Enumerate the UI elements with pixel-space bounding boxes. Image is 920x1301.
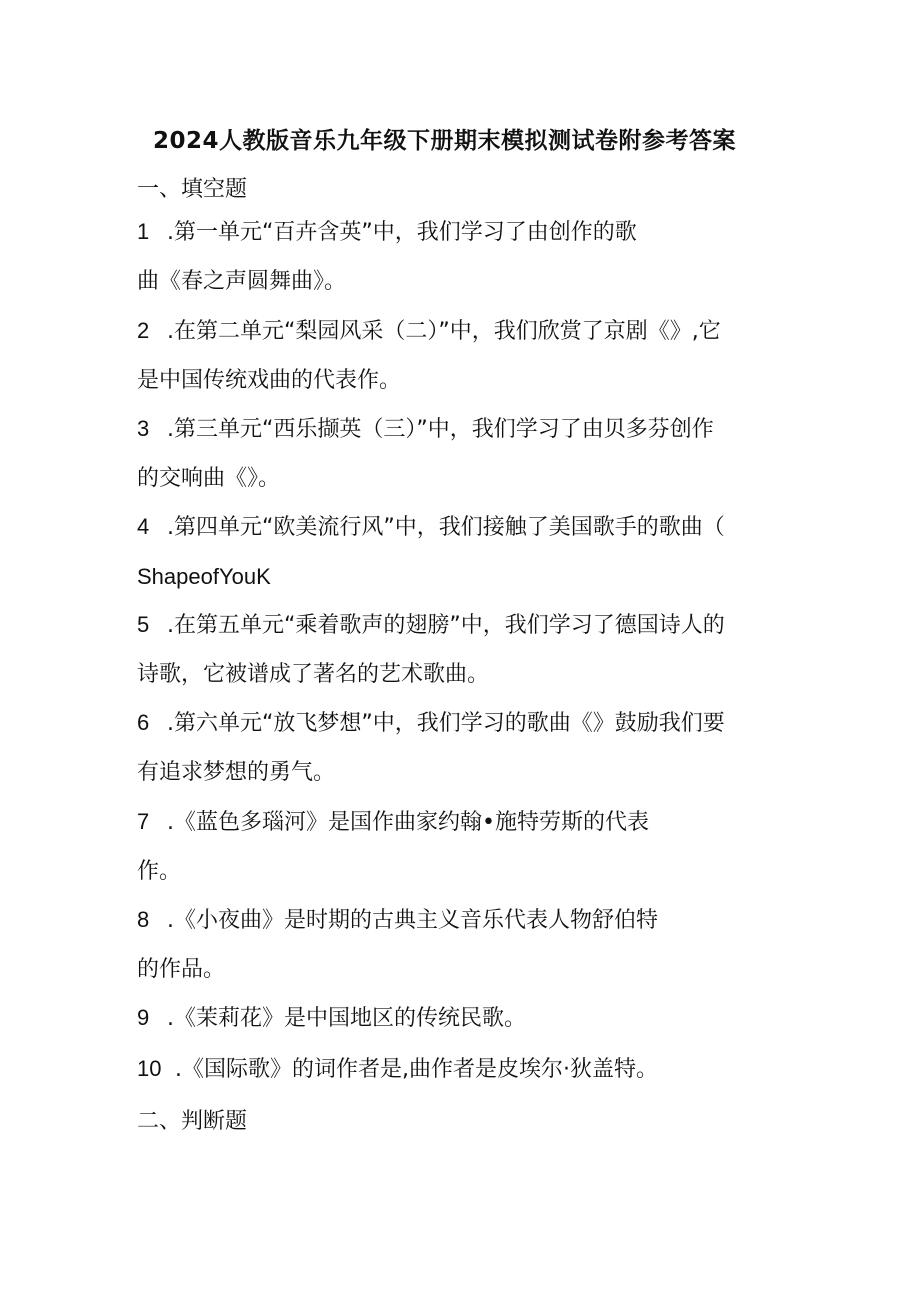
question-6 <box>137 698 797 797</box>
question-9 <box>137 993 797 1043</box>
question-line <box>137 306 797 356</box>
question-line <box>137 698 797 748</box>
document-title: 2024人教版音乐九年级下册期末模拟测试卷附参考答案 <box>153 128 737 154</box>
question-8 <box>137 895 797 994</box>
question-text: .《国际歌》的词作者是,曲作者是皮埃尔·狄盖特。 <box>175 1057 658 1082</box>
question-line <box>137 1044 797 1094</box>
section-heading-fill-in: 一、填空题 <box>137 177 248 202</box>
question-number: 8 <box>137 907 150 932</box>
question-text: .《茉莉花》是中国地区的传统民歌。 <box>167 1006 526 1031</box>
question-number: 6 <box>137 710 150 735</box>
question-text: .在第二单元“梨园风采（二）”中，我们欣赏了京剧《》,它 <box>167 319 721 344</box>
question-text: .第六单元“放飞梦想”中，我们学习的歌曲《》鼓励我们要 <box>167 711 725 736</box>
question-1 <box>137 207 797 306</box>
question-line <box>137 895 797 945</box>
question-line <box>137 993 797 1043</box>
question-number: 9 <box>137 1005 150 1030</box>
question-text: .在第五单元“乘着歌声的翅膀”中，我们学习了德国诗人的 <box>167 613 725 638</box>
question-text-continued: 作。 <box>137 859 182 884</box>
question-7 <box>137 797 797 896</box>
question-text: .《小夜曲》是时期的古典主义音乐代表人物舒伯特 <box>167 908 658 933</box>
question-2 <box>137 306 797 405</box>
question-number: 7 <box>137 809 150 834</box>
section-heading-true-false: 二、判断题 <box>137 1109 248 1134</box>
question-number: 5 <box>137 612 150 637</box>
question-number: 4 <box>137 514 150 539</box>
question-text-continued: 的交响曲《》。 <box>137 466 281 491</box>
question-text-continued: 曲《春之声圆舞曲》。 <box>137 269 347 294</box>
question-text-continued: ShapeofYouK <box>137 564 271 589</box>
question-text: .第四单元“欧美流行风”中，我们接触了美国歌手的歌曲（ <box>167 515 725 540</box>
question-4 <box>137 502 797 601</box>
question-line <box>137 207 797 257</box>
question-text-continued: 的作品。 <box>137 957 226 982</box>
question-text: .《蓝色多瑙河》是国作曲家约翰•施特劳斯的代表 <box>167 810 649 835</box>
question-text-continued: 有追求梦想的勇气。 <box>137 760 336 785</box>
question-10 <box>137 1044 797 1094</box>
question-number: 2 <box>137 318 150 343</box>
question-number: 3 <box>137 416 150 441</box>
question-line <box>137 797 797 847</box>
question-line <box>137 600 797 650</box>
question-text-continued: 诗歌，它被谱成了著名的艺术歌曲。 <box>137 662 490 687</box>
question-5 <box>137 600 797 699</box>
question-text: .第一单元“百卉含英”中，我们学习了由创作的歌 <box>167 220 637 245</box>
question-line <box>137 404 797 454</box>
question-number: 1 <box>137 219 150 244</box>
question-number: 10 <box>137 1056 162 1081</box>
question-text-continued: 是中国传统戏曲的代表作。 <box>137 368 402 393</box>
question-text: .第三单元“西乐撷英（三）”中，我们学习了由贝多芬创作 <box>167 417 714 442</box>
question-3 <box>137 404 797 503</box>
question-line <box>137 502 797 552</box>
